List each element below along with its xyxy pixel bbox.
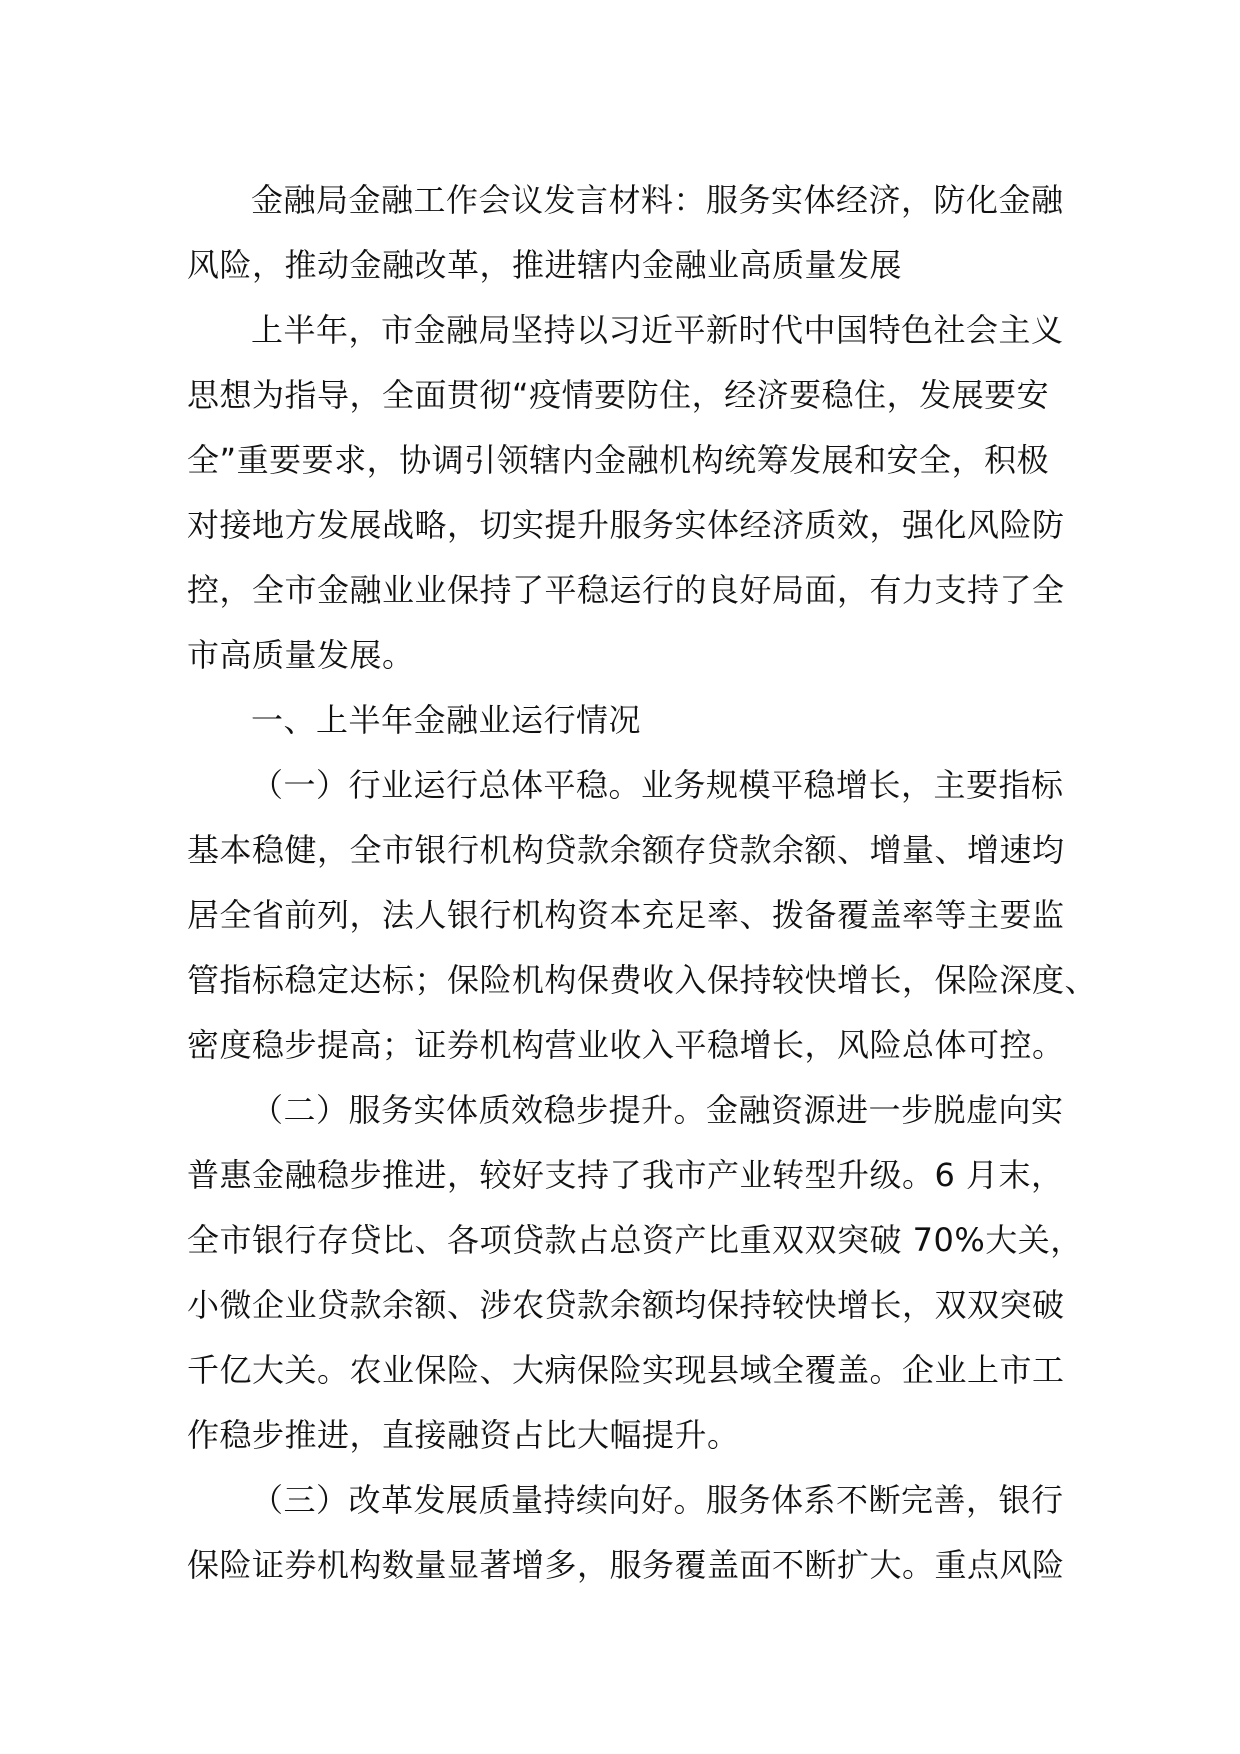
paragraph-2-line-2: 基本稳健，全市银行机构贷款余额存贷款余额、增量、增速均 (187, 831, 1065, 869)
paragraph-4-line-1: （三）改革发展质量持续向好。服务体系不断完善，银行 (251, 1481, 1064, 1519)
paragraph-1-line-4: 对接地方发展战略，切实提升服务实体经济质效，强化风险防 (187, 506, 1065, 544)
document-body (187, 168, 1098, 1598)
paragraph-3-line-6: 作稳步推进，直接融资占比大幅提升。 (187, 1416, 740, 1454)
title-line-2: 风险，推动金融改革，推进辖内金融业高质量发展 (187, 246, 903, 284)
paragraph-2-line-4: 管指标稳定达标；保险机构保费收入保持较快增长，保险深度、 (187, 961, 1098, 999)
paragraph-1-line-6: 市高质量发展。 (187, 636, 415, 674)
paragraph-2-line-3: 居全省前列，法人银行机构资本充足率、拨备覆盖率等主要监 (187, 896, 1065, 934)
paragraph-3-line-5: 千亿大关。农业保险、大病保险实现县域全覆盖。企业上市工 (187, 1351, 1065, 1389)
paragraph-3-line-4: 小微企业贷款余额、涉农贷款余额均保持较快增长，双双突破 (187, 1286, 1065, 1324)
paragraph-1-line-2: 思想为指导，全面贯彻“疫情要防住，经济要稳住，发展要安 (187, 376, 1050, 414)
paragraph-3-line-1: （二）服务实体质效稳步提升。金融资源进一步脱虚向实 (251, 1091, 1064, 1129)
paragraph-1-line-3: 全”重要要求，协调引领辖内金融机构统筹发展和安全，积极 (187, 441, 1050, 479)
paragraph-1-line-1: 上半年，市金融局坚持以习近平新时代中国特色社会主义 (251, 311, 1064, 349)
paragraph-2-line-1: （一）行业运行总体平稳。业务规模平稳增长，主要指标 (251, 766, 1064, 804)
paragraph-1-line-5: 控，全市金融业业保持了平稳运行的良好局面，有力支持了全 (187, 571, 1065, 609)
paragraph-4-line-2: 保险证券机构数量显著增多，服务覆盖面不断扩大。重点风险 (187, 1546, 1065, 1584)
paragraph-2-line-5: 密度稳步提高；证券机构营业收入平稳增长，风险总体可控。 (187, 1026, 1065, 1064)
title-line-1: 金融局金融工作会议发言材料：服务实体经济，防化金融 (251, 181, 1064, 219)
paragraph-3-line-2: 普惠金融稳步推进，较好支持了我市产业转型升级。6 月末， (187, 1156, 1064, 1194)
paragraph-3-line-3: 全市银行存贷比、各项贷款占总资产比重双双突破 70%大关， (187, 1221, 1083, 1259)
section-heading: 一、上半年金融业运行情况 (251, 701, 642, 739)
